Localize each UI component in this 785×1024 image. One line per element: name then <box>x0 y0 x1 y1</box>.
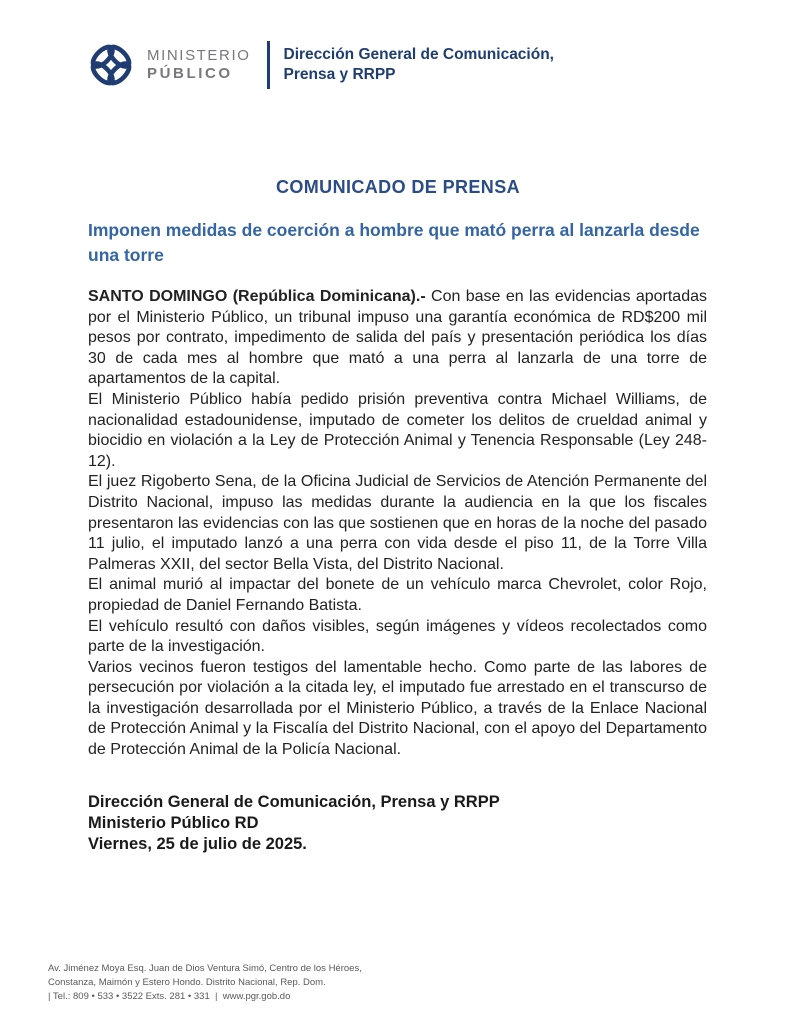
paragraph <box>88 287 707 390</box>
dateline: SANTO DOMINGO (República Dominicana).- <box>88 288 432 305</box>
org-name <box>147 47 251 83</box>
paragraph <box>88 658 707 761</box>
org-name-line2: PÚBLICO <box>147 65 233 82</box>
footer-contact-line: | Tel.: 809 • 533 • 3522 Exts. 281 • 331 | www.pgr.gob.do <box>48 991 291 1002</box>
paragraph-text: Con base en las evidencias aportadas por el Ministerio Público, un tribunal impuso una garantía económica de RD$200 mil pesos por contrato, impedimento de salida del país y presentación periódica los días 30 de cada mes al hombre que mató a una perra al lanzarla de una torre de apartamentos de la capital. <box>88 288 707 388</box>
paragraph-text: El animal murió al impactar del bonete de un vehículo marca Chevrolet, color Rojo, propiedad de Daniel Fernando Batista. <box>88 576 707 614</box>
department-name <box>284 45 554 85</box>
signature-department: Dirección General de Comunicación, Prensa y RRPP <box>88 793 500 811</box>
department-name-line1: Dirección General de Comunicación, <box>283 46 554 63</box>
department-name-line2: Prensa y RRPP <box>283 66 396 83</box>
paragraph <box>88 390 707 472</box>
press-release-headline: Imponen medidas de coerción a hombre que mató perra al lanzarla desde una torre <box>88 220 700 265</box>
press-release-body <box>88 287 707 761</box>
press-release-title: COMUNICADO DE PRENSA <box>275 177 520 197</box>
paragraph <box>88 575 707 616</box>
interlocked-knot-icon <box>88 36 134 94</box>
signature-block <box>88 792 500 855</box>
paragraph-text: El Ministerio Público había pedido prisión preventiva contra Michael Williams, de nacionalidad estadounidense, imputado de cometer los delitos de crueldad animal y biocidio en violación a la Ley de Protección Animal y Tenencia Responsable (Ley 248-12). <box>88 390 707 470</box>
letterhead <box>88 36 554 94</box>
paragraph <box>88 617 707 658</box>
paragraph-text: El vehículo resultó con daños visibles, según imágenes y vídeos recolectados como parte de la investigación. <box>88 617 707 656</box>
paragraph-text: Varios vecinos fueron testigos del lamentable hecho. Como parte de las labores de persecución por violación a la citada ley, el imputado fue arrestado en el transcurso de la investigación desarrollada por el Ministerio Público, a través de la Enlace Nacional de Protección Animal y la Fiscalía del Distrito Nacional, con el apoyo del Departamento de Protección Animal de la Policía Nacional. <box>88 658 707 759</box>
footer-address-line2: Constanza, Maimón y Estero Hondo. Distrito Nacional, Rep. Dom. <box>48 977 326 988</box>
paragraph <box>88 472 707 575</box>
paragraph-text: El juez Rigoberto Sena, de la Oficina Judicial de Servicios de Atención Permanente del Distrito Nacional, impuso las medidas durante la audiencia en la que los fiscales presentaron las evidencias con las que sostienen que en horas de la noche del pasado 11 julio, el imputado lanzó a una perra con vida desde el piso 11, de la Torre Villa Palmeras XXII, del sector Bella Vista, del Distrito Nacional. <box>88 473 707 573</box>
header-divider <box>267 41 270 89</box>
footer-address-line1: Av. Jiménez Moya Esq. Juan de Dios Ventura Simó, Centro de los Héroes, <box>48 963 362 974</box>
page-footer <box>48 962 362 1004</box>
org-name-line1: MINISTERIO <box>147 47 251 64</box>
signature-org: Ministerio Público RD <box>88 814 259 832</box>
signature-date: Viernes, 25 de julio de 2025. <box>88 835 307 853</box>
